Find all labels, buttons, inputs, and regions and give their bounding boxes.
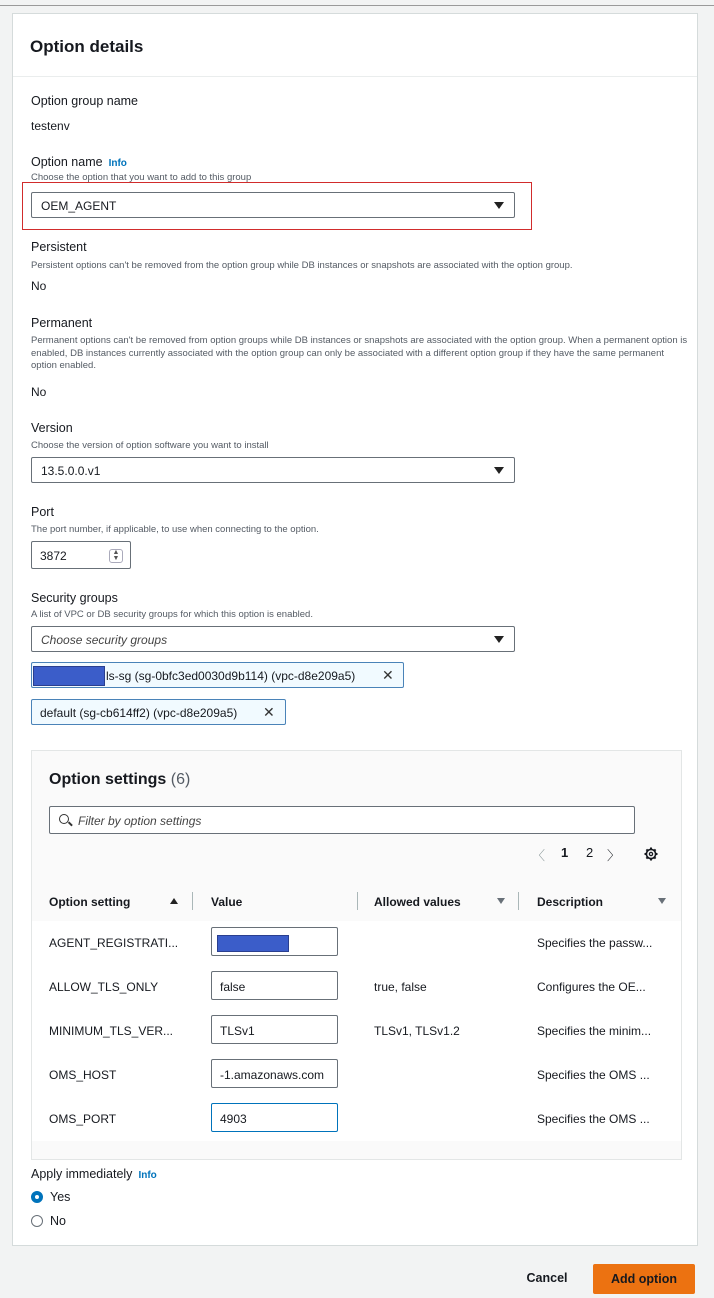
sort-icon[interactable] <box>497 898 505 904</box>
value-input[interactable] <box>211 1059 338 1088</box>
option-group-value: testenv <box>31 119 70 133</box>
option-setting-cell: MINIMUM_TLS_VER... <box>49 1024 174 1038</box>
pager-next-icon[interactable]: 〉 <box>607 848 621 863</box>
security-groups-label: Security groups <box>31 591 118 605</box>
value-text: TLSv1 <box>220 1024 255 1038</box>
caret-down-icon <box>494 636 504 643</box>
column-header-value: Value <box>211 895 243 909</box>
column-divider[interactable] <box>518 892 519 910</box>
column-header-allowed-values[interactable]: Allowed values <box>374 895 461 909</box>
allowed-values-cell: true, false <box>374 980 427 994</box>
port-label: Port <box>31 505 54 519</box>
version-value: 13.5.0.0.v1 <box>41 464 101 478</box>
value-text: 4903 <box>220 1112 247 1126</box>
permanent-label: Permanent <box>31 316 93 330</box>
description-cell: Specifies the OMS ... <box>537 1068 650 1082</box>
close-icon[interactable]: ✕ <box>382 667 394 683</box>
security-groups-description: A list of VPC or DB security groups for which this option is enabled. <box>31 609 313 620</box>
apply-no-label[interactable]: No <box>50 1214 66 1228</box>
value-input[interactable] <box>211 971 338 1000</box>
apply-yes-radio[interactable] <box>31 1191 43 1203</box>
filter-placeholder: Filter by option settings <box>78 814 202 828</box>
pager-prev-icon[interactable]: 〈 <box>532 848 546 863</box>
option-name-description: Choose the option that you want to add to this group <box>31 172 252 183</box>
sort-ascending-icon[interactable] <box>170 898 178 904</box>
security-group-token-label: ls-sg (sg-0bfc3ed0030d9b114) (vpc-d8e209a5) <box>106 669 356 683</box>
card-header <box>13 14 697 77</box>
value-input[interactable] <box>211 1103 338 1132</box>
value-text: -1.amazonaws.com <box>220 1068 325 1082</box>
table-row <box>32 1009 681 1054</box>
search-icon <box>59 814 69 824</box>
apply-immediately-label <box>31 1167 157 1181</box>
caret-down-icon <box>494 467 504 474</box>
version-label: Version <box>31 421 73 435</box>
table-row <box>32 1097 681 1141</box>
version-select[interactable] <box>31 457 515 483</box>
security-group-token <box>31 699 286 725</box>
option-settings-count: (6) <box>170 771 191 788</box>
column-divider[interactable] <box>192 892 193 910</box>
column-header-option-setting[interactable]: Option setting <box>49 895 131 909</box>
persistent-label: Persistent <box>31 240 87 254</box>
permanent-value: No <box>31 385 47 399</box>
close-icon[interactable]: ✕ <box>263 704 275 720</box>
pager-page-2[interactable]: 2 <box>586 845 594 860</box>
option-details-card <box>12 13 698 1246</box>
table-row <box>32 965 681 1010</box>
apply-immediately-label-text: Apply immediately <box>31 1167 133 1181</box>
apply-no-radio[interactable] <box>31 1215 43 1227</box>
description-cell: Specifies the OMS ... <box>537 1112 650 1126</box>
option-name-label <box>31 155 127 169</box>
table-row <box>32 921 681 966</box>
port-input[interactable] <box>31 541 131 569</box>
security-groups-placeholder: Choose security groups <box>41 633 168 647</box>
value-input[interactable] <box>211 1015 338 1044</box>
option-settings-title-text: Option settings <box>49 771 167 788</box>
filter-input[interactable] <box>49 806 635 834</box>
sort-icon[interactable] <box>658 898 666 904</box>
permanent-description: Permanent options can't be removed from option groups while DB instances or snapshots are associated with the option group. When a permanent option is enabled, DB instances currently associated with the option group can only be associated with a different option group if they have the same permanent option enabled. <box>31 335 688 371</box>
security-group-token-label: default (sg-cb614ff2) (vpc-d8e209a5) <box>40 706 238 720</box>
value-input[interactable] <box>211 927 338 956</box>
add-option-button[interactable]: Add option <box>593 1264 695 1294</box>
option-name-select[interactable] <box>31 192 515 218</box>
security-group-token <box>31 662 404 688</box>
value-text: false <box>220 980 246 994</box>
option-settings-title <box>49 771 190 789</box>
security-groups-select[interactable] <box>31 626 515 652</box>
top-divider <box>0 5 714 6</box>
description-cell: Configures the OE... <box>537 980 646 994</box>
card-title: Option details <box>30 37 144 56</box>
caret-down-icon <box>494 202 504 209</box>
option-setting-cell: ALLOW_TLS_ONLY <box>49 980 159 994</box>
option-setting-cell: AGENT_REGISTRATI... <box>49 936 179 950</box>
option-setting-cell: OMS_PORT <box>49 1112 117 1126</box>
pager-page-1[interactable]: 1 <box>561 845 569 860</box>
option-settings-panel <box>31 750 682 1160</box>
option-name-label-text: Option name <box>31 155 103 169</box>
apply-immediately-info-link[interactable]: Info <box>138 1170 157 1181</box>
description-cell: Specifies the passw... <box>537 936 653 950</box>
table-row <box>32 1053 681 1098</box>
option-name-value: OEM_AGENT <box>41 199 117 213</box>
allowed-values-cell: TLSv1, TLSv1.2 <box>374 1024 460 1038</box>
cancel-button[interactable]: Cancel <box>526 1271 568 1285</box>
option-setting-cell: OMS_HOST <box>49 1068 117 1082</box>
redacted-block <box>217 935 289 952</box>
apply-yes-label[interactable]: Yes <box>50 1190 71 1204</box>
persistent-value: No <box>31 279 47 293</box>
redacted-block <box>33 666 105 686</box>
spinner-icon[interactable]: ▲ ▼ <box>109 549 123 563</box>
table-header <box>32 881 681 922</box>
gear-icon[interactable] <box>644 847 658 861</box>
option-group-label: Option group name <box>31 94 139 108</box>
column-divider[interactable] <box>357 892 358 910</box>
port-value: 3872 <box>40 549 67 563</box>
description-cell: Specifies the minim... <box>537 1024 652 1038</box>
persistent-description: Persistent options can't be removed from the option group while DB instances or snapshots are associated with the option group. <box>31 260 573 271</box>
port-description: The port number, if applicable, to use when connecting to the option. <box>31 524 319 535</box>
version-description: Choose the version of option software you want to install <box>31 440 269 451</box>
option-name-info-link[interactable]: Info <box>108 158 127 169</box>
column-header-description[interactable]: Description <box>537 895 604 909</box>
